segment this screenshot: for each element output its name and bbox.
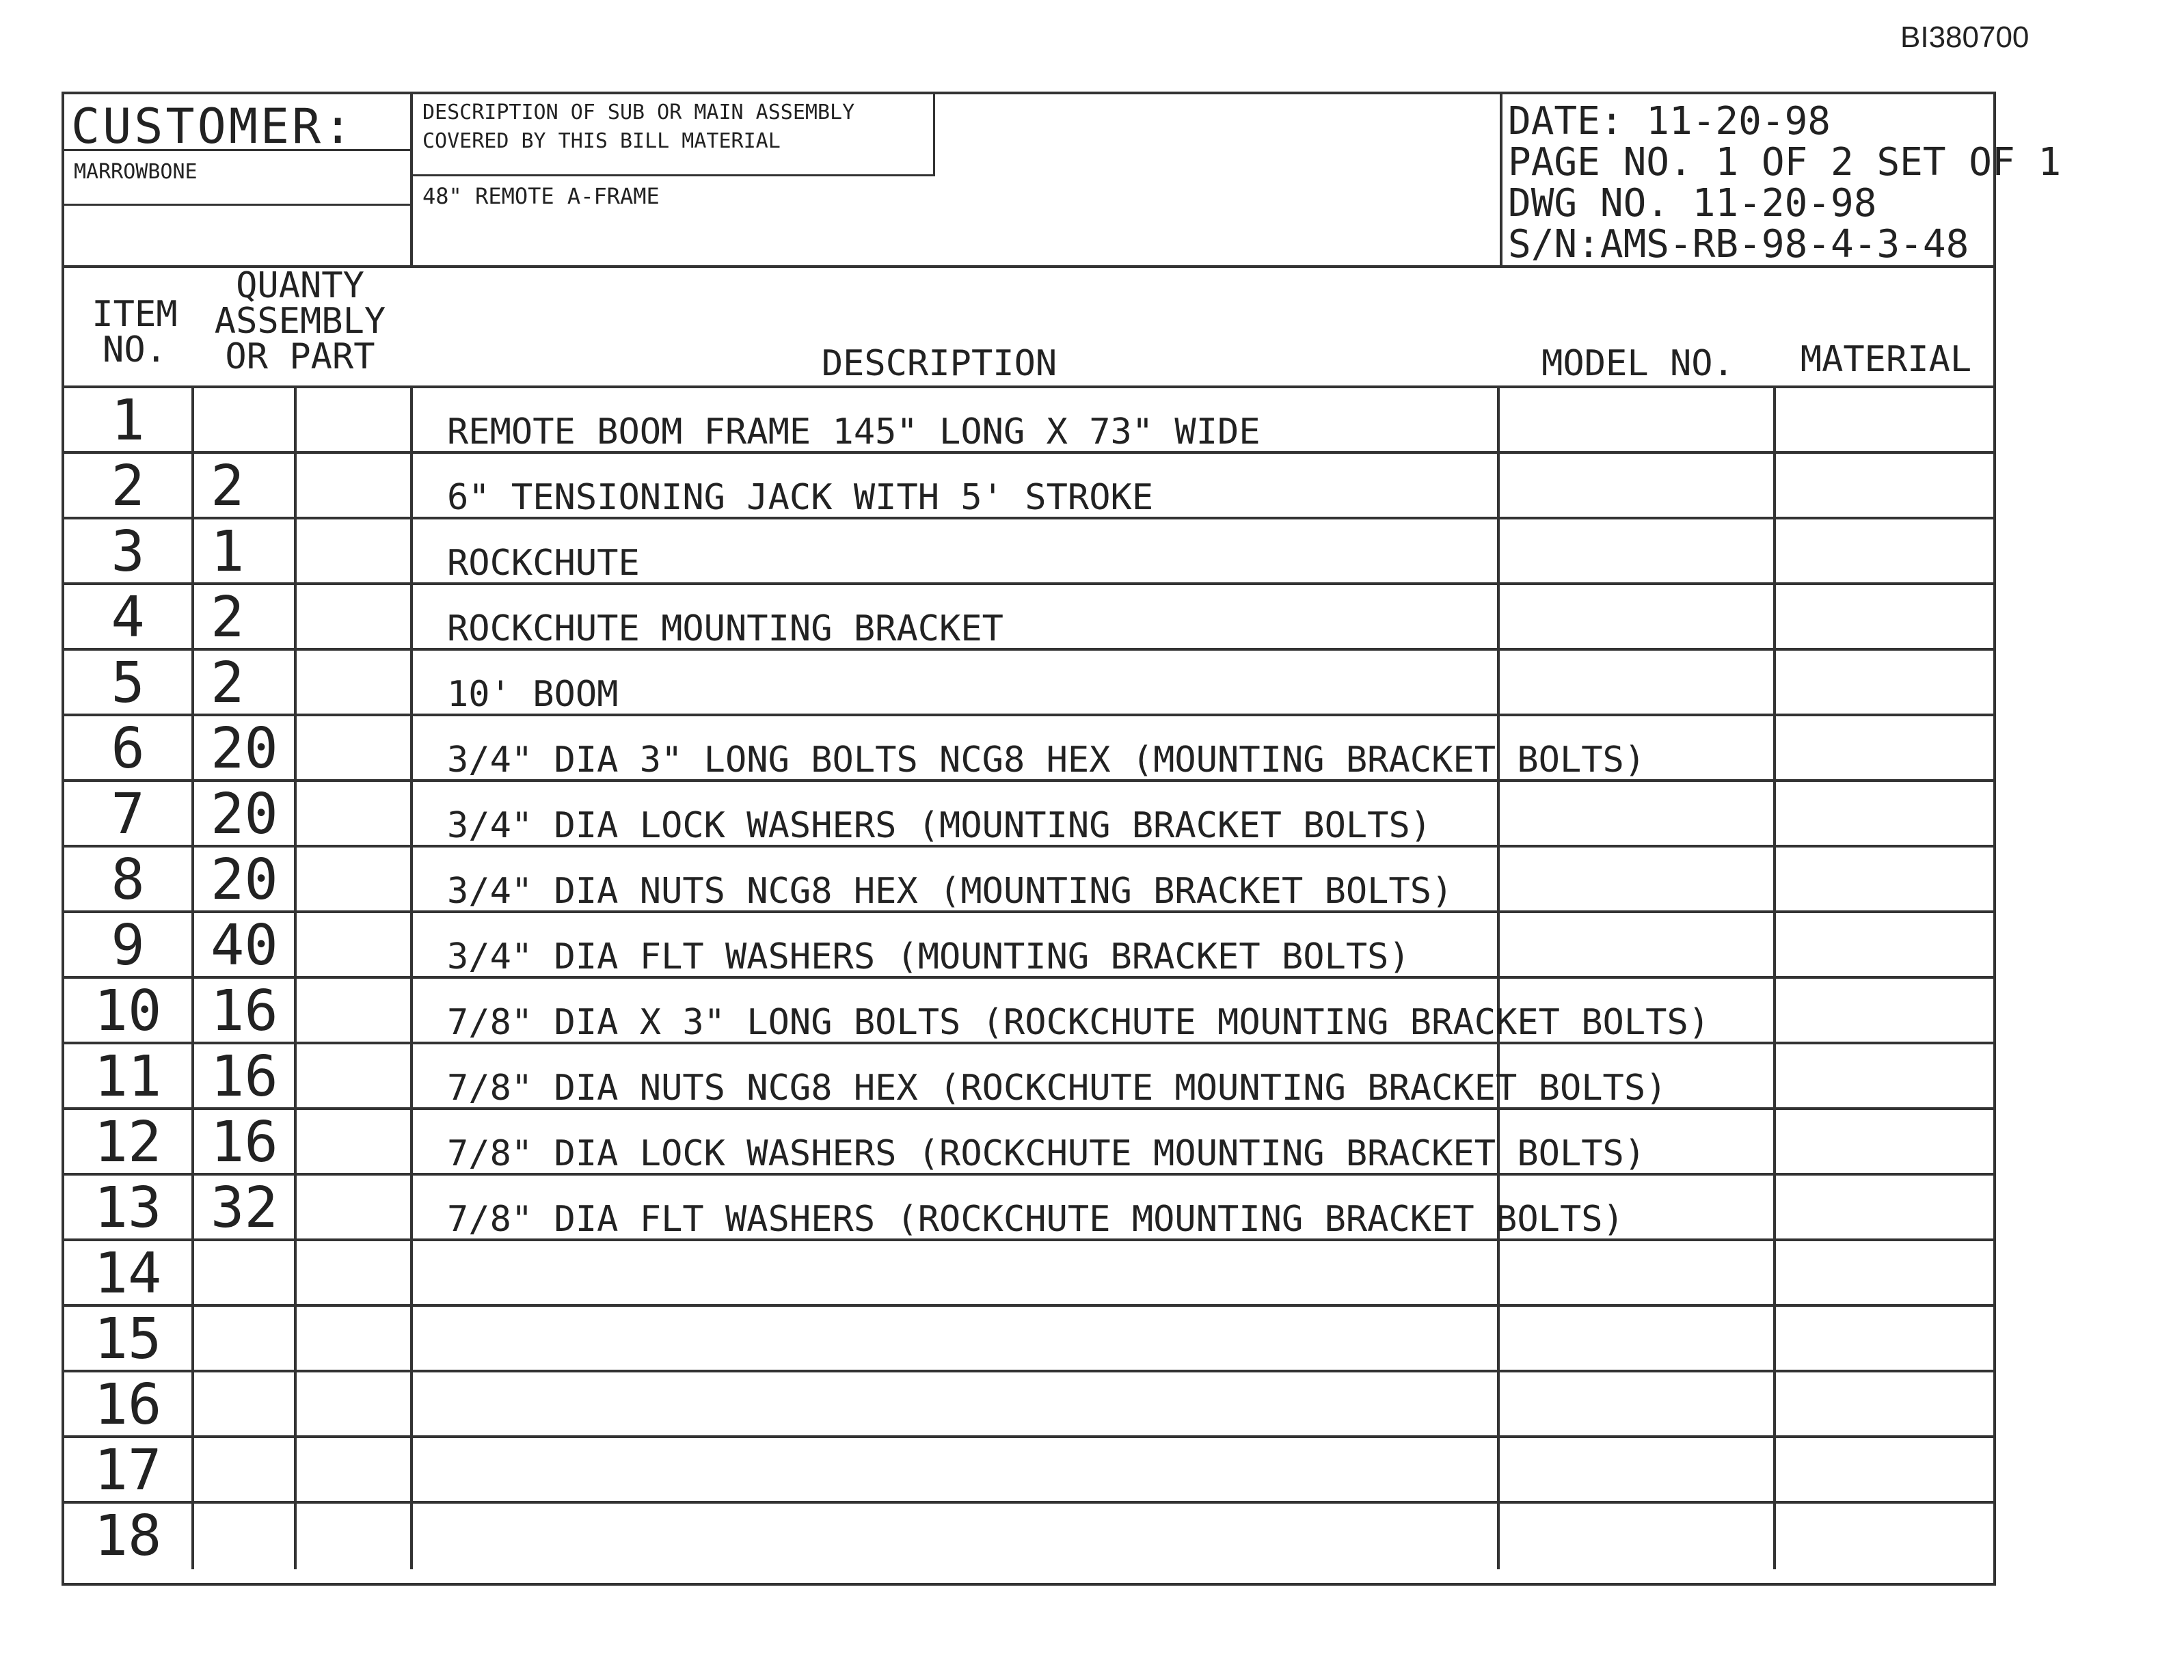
table-row [64, 782, 1993, 848]
material-cell [1776, 979, 1996, 1042]
model-number-cell [1500, 454, 1776, 517]
description-cell [413, 1372, 1500, 1435]
item-number-cell: 9 [64, 913, 194, 976]
quantity-cell [194, 1241, 297, 1304]
part-cell [297, 1504, 413, 1569]
description-cell: ROCKCHUTE [413, 519, 1500, 582]
table-row [64, 1110, 1993, 1176]
model-number-cell [1500, 1044, 1776, 1107]
material-cell [1776, 716, 1996, 779]
quantity-cell: 2 [194, 454, 297, 517]
customer-block [64, 94, 413, 268]
material-cell [1776, 1504, 1996, 1569]
quantity-cell [194, 388, 297, 451]
material-cell [1776, 1372, 1996, 1435]
part-cell [297, 454, 413, 517]
quantity-cell: 16 [194, 979, 297, 1042]
column-header-model: MODEL NO. [1541, 343, 1734, 384]
customer-label: CUSTOMER: [71, 98, 355, 154]
item-number-cell: 8 [64, 848, 194, 910]
material-cell [1776, 1241, 1996, 1304]
serial-number: S/N:AMS-RB-98-4-3-48 [1508, 222, 1969, 267]
part-cell [297, 1438, 413, 1501]
part-cell [297, 1307, 413, 1370]
description-cell: 3/4" DIA LOCK WASHERS (MOUNTING BRACKET BOLTS) [413, 782, 1500, 845]
table-row [64, 979, 1993, 1044]
item-number-cell: 5 [64, 651, 194, 714]
assembly-caption-box [413, 94, 935, 176]
material-cell [1776, 454, 1996, 517]
divider [64, 204, 410, 206]
part-cell [297, 651, 413, 714]
description-cell: 7/8" DIA LOCK WASHERS (ROCKCHUTE MOUNTING BRACKET BOLTS) [413, 1110, 1500, 1173]
description-cell: 3/4" DIA FLT WASHERS (MOUNTING BRACKET BOLTS) [413, 913, 1500, 976]
column-headers [64, 265, 1993, 388]
table-row [64, 519, 1993, 585]
model-number-cell [1500, 585, 1776, 648]
item-number-cell: 17 [64, 1438, 194, 1501]
description-cell: 3/4" DIA NUTS NCG8 HEX (MOUNTING BRACKET BOLTS) [413, 848, 1500, 910]
description-cell [413, 1438, 1500, 1501]
quantity-cell: 16 [194, 1044, 297, 1107]
drawing-info-block [1500, 94, 2062, 268]
description-cell: 7/8" DIA NUTS NCG8 HEX (ROCKCHUTE MOUNTING BRACKET BOLTS) [413, 1044, 1500, 1107]
part-cell [297, 1176, 413, 1238]
assembly-caption: DESCRIPTION OF SUB OR MAIN ASSEMBLY COVERED BY THIS BILL MATERIAL [422, 100, 855, 153]
description-cell: REMOTE BOOM FRAME 145" LONG X 73" WIDE [413, 388, 1500, 451]
quantity-cell: 32 [194, 1176, 297, 1238]
page-number: PAGE NO. 1 OF 2 SET OF 1 [1508, 140, 2062, 185]
item-number-cell: 14 [64, 1241, 194, 1304]
model-number-cell [1500, 716, 1776, 779]
table-row [64, 848, 1993, 913]
customer-name: MARROWBONE [74, 160, 198, 184]
part-cell [297, 848, 413, 910]
bill-of-material-form [62, 92, 2062, 1586]
material-cell [1776, 651, 1996, 714]
quantity-cell: 20 [194, 782, 297, 845]
document-id: BI380700 [1900, 21, 2030, 54]
model-number-cell [1500, 1241, 1776, 1304]
model-number-cell [1500, 1110, 1776, 1173]
material-cell [1776, 1307, 1996, 1370]
quantity-cell: 16 [194, 1110, 297, 1173]
model-number-cell [1500, 388, 1776, 451]
date-field: DATE: 11-20-98 [1508, 99, 1831, 144]
table-row [64, 913, 1993, 979]
material-cell [1776, 585, 1996, 648]
assembly-description-block [413, 94, 1500, 268]
description-cell: 7/8" DIA FLT WASHERS (ROCKCHUTE MOUNTING BRACKET BOLTS) [413, 1176, 1500, 1238]
description-cell: 6" TENSIONING JACK WITH 5' STROKE [413, 454, 1500, 517]
quantity-cell: 2 [194, 651, 297, 714]
model-number-cell [1500, 979, 1776, 1042]
material-cell [1776, 1438, 1996, 1501]
quantity-cell: 1 [194, 519, 297, 582]
model-number-cell [1500, 519, 1776, 582]
item-number-cell: 6 [64, 716, 194, 779]
part-cell [297, 388, 413, 451]
item-number-cell: 4 [64, 585, 194, 648]
quantity-cell: 20 [194, 848, 297, 910]
model-number-cell [1500, 782, 1776, 845]
material-cell [1776, 519, 1996, 582]
part-cell [297, 782, 413, 845]
item-number-cell: 12 [64, 1110, 194, 1173]
part-cell [297, 519, 413, 582]
part-cell [297, 716, 413, 779]
column-header-quantity: QUANTY ASSEMBLY OR PART [214, 265, 386, 377]
material-cell [1776, 1044, 1996, 1107]
material-cell [1776, 1176, 1996, 1238]
table-row [64, 651, 1993, 716]
item-number-cell: 1 [64, 388, 194, 451]
description-cell [413, 1307, 1500, 1370]
description-cell: ROCKCHUTE MOUNTING BRACKET [413, 585, 1500, 648]
item-number-cell: 7 [64, 782, 194, 845]
assembly-description: 48" REMOTE A-FRAME [422, 183, 660, 209]
quantity-cell: 20 [194, 716, 297, 779]
model-number-cell [1500, 1504, 1776, 1569]
item-number-cell: 13 [64, 1176, 194, 1238]
part-cell [297, 585, 413, 648]
model-number-cell [1500, 848, 1776, 910]
column-header-item: ITEM NO. [92, 294, 178, 370]
quantity-cell: 2 [194, 585, 297, 648]
item-number-cell: 18 [64, 1504, 194, 1569]
item-number-cell: 2 [64, 454, 194, 517]
item-number-cell: 3 [64, 519, 194, 582]
model-number-cell [1500, 913, 1776, 976]
table-row [64, 1372, 1993, 1438]
quantity-cell [194, 1307, 297, 1370]
column-header-description: DESCRIPTION [821, 343, 1057, 384]
item-number-cell: 16 [64, 1372, 194, 1435]
item-number-cell: 15 [64, 1307, 194, 1370]
material-cell [1776, 1110, 1996, 1173]
table-row [64, 1044, 1993, 1110]
material-cell [1776, 848, 1996, 910]
table-row [64, 1176, 1993, 1241]
material-cell [1776, 782, 1996, 845]
description-cell [413, 1504, 1500, 1569]
table-row [64, 1241, 1993, 1307]
model-number-cell [1500, 1176, 1776, 1238]
table-row [64, 388, 1993, 454]
quantity-cell: 40 [194, 913, 297, 976]
description-cell: 3/4" DIA 3" LONG BOLTS NCG8 HEX (MOUNTING BRACKET BOLTS) [413, 716, 1500, 779]
model-number-cell [1500, 651, 1776, 714]
table-row [64, 1504, 1993, 1569]
table-row [64, 1307, 1993, 1372]
model-number-cell [1500, 1372, 1776, 1435]
part-cell [297, 1372, 413, 1435]
drawing-number: DWG NO. 11-20-98 [1508, 181, 1877, 226]
part-cell [297, 913, 413, 976]
table-row [64, 454, 1993, 519]
item-number-cell: 10 [64, 979, 194, 1042]
divider [64, 149, 410, 151]
part-cell [297, 979, 413, 1042]
part-cell [297, 1044, 413, 1107]
description-cell: 10' BOOM [413, 651, 1500, 714]
quantity-cell [194, 1438, 297, 1501]
table-row [64, 585, 1993, 651]
model-number-cell [1500, 1307, 1776, 1370]
column-header-material: MATERIAL [1800, 339, 1972, 380]
item-number-cell: 11 [64, 1044, 194, 1107]
form-header [64, 94, 2062, 268]
description-cell [413, 1241, 1500, 1304]
part-cell [297, 1110, 413, 1173]
quantity-cell [194, 1504, 297, 1569]
quantity-cell [194, 1372, 297, 1435]
material-cell [1776, 913, 1996, 976]
table-row [64, 716, 1993, 782]
description-cell: 7/8" DIA X 3" LONG BOLTS (ROCKCHUTE MOUNTING BRACKET BOLTS) [413, 979, 1500, 1042]
material-cell [1776, 388, 1996, 451]
model-number-cell [1500, 1438, 1776, 1501]
part-cell [297, 1241, 413, 1304]
table-row [64, 1438, 1993, 1504]
